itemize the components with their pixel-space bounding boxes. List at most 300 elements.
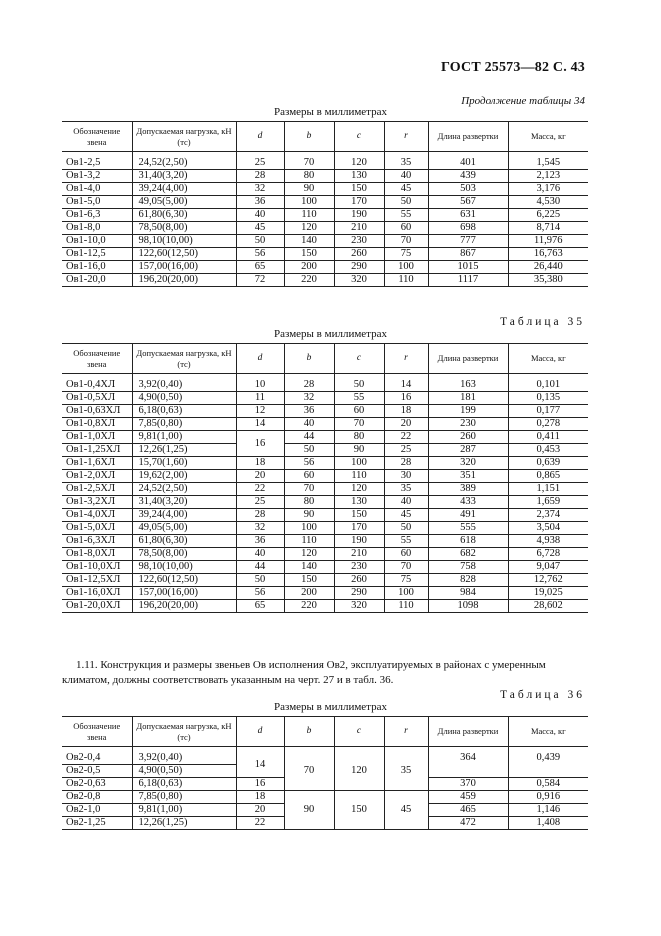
cell-load: 24,52(2,50): [132, 483, 236, 496]
cell-designation: Ов1-4,0: [62, 183, 132, 196]
cell-designation: Ов2-0,8: [62, 791, 132, 804]
col-d: d: [236, 122, 284, 152]
col-d: d: [236, 344, 284, 374]
table-row: [62, 444, 588, 457]
cell-load: 4,90(0,50): [132, 765, 236, 778]
cell-length: 389: [428, 483, 508, 496]
cell-r: 60: [384, 222, 428, 235]
cell-d: 25: [236, 496, 284, 509]
cell-b: 32: [284, 392, 334, 405]
cell-b: 120: [284, 548, 334, 561]
cell-designation: Ов2-0,4: [62, 747, 132, 765]
cell-load: 122,60(12,50): [132, 248, 236, 261]
table-row: [62, 574, 588, 587]
cell-load: 196,20(20,00): [132, 600, 236, 613]
cell-mass: 0,135: [508, 392, 588, 405]
cell-designation: Ов1-10,0: [62, 235, 132, 248]
cell-length: 472: [428, 817, 508, 830]
col-mass: Масса, кг: [508, 717, 588, 747]
cell-c: 50: [334, 374, 384, 392]
col-b: b: [284, 122, 334, 152]
cell-c: 130: [334, 170, 384, 183]
cell-c: 210: [334, 222, 384, 235]
cell-mass: 3,176: [508, 183, 588, 196]
cell-b: 150: [284, 248, 334, 261]
cell-load: 3,92(0,40): [132, 747, 236, 765]
cell-designation: Ов1-6,3: [62, 209, 132, 222]
table-row: [62, 261, 588, 274]
cell-designation: Ов1-16,0ХЛ: [62, 587, 132, 600]
table-row: [62, 587, 588, 600]
table35-units: Размеры в миллиметрах: [274, 328, 387, 340]
cell-mass: 1,146: [508, 804, 588, 817]
cell-load: 122,60(12,50): [132, 574, 236, 587]
cell-mass: 2,123: [508, 170, 588, 183]
cell-b: 70: [284, 483, 334, 496]
cell-load: 6,18(0,63): [132, 778, 236, 791]
col-c: c: [334, 717, 384, 747]
cell-designation: Ов1-1,0ХЛ: [62, 431, 132, 444]
paragraph-1-11: [62, 658, 588, 688]
cell-b: 120: [284, 222, 334, 235]
cell-d: 32: [236, 522, 284, 535]
cell-b: 70: [284, 152, 334, 170]
cell-designation: Ов1-2,5: [62, 152, 132, 170]
cell-r: 100: [384, 587, 428, 600]
cell-load: 9,81(1,00): [132, 804, 236, 817]
col-designation: Обозначение звена: [62, 344, 132, 374]
cell-load: 12,26(1,25): [132, 444, 236, 457]
cell-length: 758: [428, 561, 508, 574]
cell-length: 567: [428, 196, 508, 209]
cell-mass: 1,408: [508, 817, 588, 830]
table-row: [62, 561, 588, 574]
cell-b: 90: [284, 791, 334, 830]
table-row: [62, 418, 588, 431]
cell-c: 190: [334, 535, 384, 548]
cell-load: 6,18(0,63): [132, 405, 236, 418]
table-row: [62, 170, 588, 183]
cell-d: 10: [236, 374, 284, 392]
cell-b: 40: [284, 418, 334, 431]
cell-designation: Ов1-12,5: [62, 248, 132, 261]
cell-length: 503: [428, 183, 508, 196]
cell-mass: 0,439: [508, 747, 588, 778]
cell-load: 98,10(10,00): [132, 561, 236, 574]
table-34: [62, 121, 588, 287]
cell-c: 320: [334, 274, 384, 287]
cell-designation: Ов1-2,0ХЛ: [62, 470, 132, 483]
cell-c: 120: [334, 747, 384, 791]
cell-designation: Ов2-0,5: [62, 765, 132, 778]
cell-mass: 1,659: [508, 496, 588, 509]
cell-d: 14: [236, 418, 284, 431]
cell-designation: Ов2-0,63: [62, 778, 132, 791]
cell-b: 28: [284, 374, 334, 392]
cell-d: 44: [236, 561, 284, 574]
table-row: [62, 457, 588, 470]
table-row: [62, 274, 588, 287]
cell-mass: 6,225: [508, 209, 588, 222]
page-header: ГОСТ 25573—82 С. 43: [441, 60, 585, 75]
table34-units: Размеры в миллиметрах: [274, 106, 387, 118]
cell-designation: Ов1-12,5ХЛ: [62, 574, 132, 587]
cell-designation: Ов1-4,0ХЛ: [62, 509, 132, 522]
cell-load: 98,10(10,00): [132, 235, 236, 248]
cell-c: 230: [334, 235, 384, 248]
cell-r: 18: [384, 405, 428, 418]
col-b: b: [284, 717, 334, 747]
cell-mass: 4,530: [508, 196, 588, 209]
cell-b: 200: [284, 261, 334, 274]
cell-length: 777: [428, 235, 508, 248]
cell-r: 40: [384, 170, 428, 183]
cell-d: 36: [236, 196, 284, 209]
cell-length: 491: [428, 509, 508, 522]
table-row: [62, 509, 588, 522]
cell-designation: Ов1-10,0ХЛ: [62, 561, 132, 574]
cell-d: 50: [236, 574, 284, 587]
cell-r: 50: [384, 522, 428, 535]
col-mass: Масса, кг: [508, 344, 588, 374]
cell-length: 401: [428, 152, 508, 170]
cell-length: 351: [428, 470, 508, 483]
cell-load: 196,20(20,00): [132, 274, 236, 287]
cell-r: 30: [384, 470, 428, 483]
cell-mass: 0,177: [508, 405, 588, 418]
col-length: Длина развертки: [428, 122, 508, 152]
cell-c: 150: [334, 183, 384, 196]
cell-length: 984: [428, 587, 508, 600]
cell-b: 80: [284, 170, 334, 183]
cell-designation: Ов1-1,25ХЛ: [62, 444, 132, 457]
cell-length: 1015: [428, 261, 508, 274]
cell-length: 199: [428, 405, 508, 418]
cell-load: 157,00(16,00): [132, 261, 236, 274]
table-row: [62, 522, 588, 535]
paragraph-line-1: 1.11. Конструкция и размеры звеньев Ов исполнения Ов2, эксплуатируемых в районах с умеренным: [76, 659, 546, 671]
cell-c: 320: [334, 600, 384, 613]
cell-length: 631: [428, 209, 508, 222]
col-mass: Масса, кг: [508, 122, 588, 152]
cell-mass: 0,639: [508, 457, 588, 470]
col-load: Допускаемая нагрузка, кН (тс): [132, 344, 236, 374]
cell-r: 20: [384, 418, 428, 431]
cell-mass: 0,916: [508, 791, 588, 804]
cell-b: 36: [284, 405, 334, 418]
cell-d: 18: [236, 791, 284, 804]
cell-r: 60: [384, 548, 428, 561]
cell-mass: 11,976: [508, 235, 588, 248]
table-35: [62, 343, 588, 613]
cell-mass: 28,602: [508, 600, 588, 613]
cell-b: 100: [284, 522, 334, 535]
cell-load: 78,50(8,00): [132, 222, 236, 235]
cell-d: 16: [236, 431, 284, 457]
table-row: [62, 196, 588, 209]
cell-load: 19,62(2,00): [132, 470, 236, 483]
cell-length: 439: [428, 170, 508, 183]
cell-designation: Ов1-5,0: [62, 196, 132, 209]
cell-c: 60: [334, 405, 384, 418]
cell-d: 11: [236, 392, 284, 405]
cell-d: 36: [236, 535, 284, 548]
cell-d: 20: [236, 804, 284, 817]
cell-r: 55: [384, 209, 428, 222]
cell-r: 45: [384, 183, 428, 196]
cell-b: 50: [284, 444, 334, 457]
cell-load: 24,52(2,50): [132, 152, 236, 170]
cell-designation: Ов1-20,0ХЛ: [62, 600, 132, 613]
cell-designation: Ов1-0,4ХЛ: [62, 374, 132, 392]
cell-designation: Ов1-5,0ХЛ: [62, 522, 132, 535]
cell-mass: 0,101: [508, 374, 588, 392]
cell-r: 45: [384, 791, 428, 830]
cell-c: 120: [334, 152, 384, 170]
col-r: r: [384, 344, 428, 374]
cell-r: 22: [384, 431, 428, 444]
table36-units: Размеры в миллиметрах: [274, 701, 387, 713]
table-row: [62, 152, 588, 170]
cell-d: 65: [236, 600, 284, 613]
cell-d: 40: [236, 209, 284, 222]
table-row: [62, 374, 588, 392]
cell-b: 60: [284, 470, 334, 483]
cell-r: 50: [384, 196, 428, 209]
cell-load: 15,70(1,60): [132, 457, 236, 470]
cell-c: 70: [334, 418, 384, 431]
cell-d: 12: [236, 405, 284, 418]
cell-load: 3,92(0,40): [132, 374, 236, 392]
cell-d: 14: [236, 747, 284, 778]
cell-c: 55: [334, 392, 384, 405]
cell-load: 31,40(3,20): [132, 496, 236, 509]
cell-b: 70: [284, 747, 334, 791]
cell-r: 35: [384, 483, 428, 496]
cell-length: 1117: [428, 274, 508, 287]
cell-r: 35: [384, 747, 428, 791]
cell-designation: Ов1-0,8ХЛ: [62, 418, 132, 431]
col-r: r: [384, 717, 428, 747]
cell-length: 370: [428, 778, 508, 791]
table-row: [62, 183, 588, 196]
cell-length: 163: [428, 374, 508, 392]
cell-b: 110: [284, 535, 334, 548]
table-row: [62, 483, 588, 496]
cell-load: 7,85(0,80): [132, 791, 236, 804]
cell-designation: Ов1-3,2ХЛ: [62, 496, 132, 509]
cell-b: 150: [284, 574, 334, 587]
cell-load: 9,81(1,00): [132, 431, 236, 444]
cell-mass: 12,762: [508, 574, 588, 587]
cell-length: 459: [428, 791, 508, 804]
table-row: [62, 392, 588, 405]
cell-r: 110: [384, 600, 428, 613]
cell-length: 320: [428, 457, 508, 470]
cell-c: 120: [334, 483, 384, 496]
cell-d: 40: [236, 548, 284, 561]
cell-designation: Ов1-2,5ХЛ: [62, 483, 132, 496]
cell-c: 290: [334, 261, 384, 274]
cell-b: 140: [284, 235, 334, 248]
cell-mass: 1,545: [508, 152, 588, 170]
cell-load: 49,05(5,00): [132, 196, 236, 209]
cell-r: 75: [384, 248, 428, 261]
cell-mass: 19,025: [508, 587, 588, 600]
cell-length: 682: [428, 548, 508, 561]
cell-designation: Ов1-0,5ХЛ: [62, 392, 132, 405]
cell-length: 364: [428, 747, 508, 778]
cell-designation: Ов1-16,0: [62, 261, 132, 274]
cell-b: 90: [284, 183, 334, 196]
cell-designation: Ов2-1,25: [62, 817, 132, 830]
cell-c: 290: [334, 587, 384, 600]
cell-load: 4,90(0,50): [132, 392, 236, 405]
cell-load: 12,26(1,25): [132, 817, 236, 830]
table35-label: Таблица 35: [500, 316, 585, 328]
cell-b: 100: [284, 196, 334, 209]
cell-mass: 0,411: [508, 431, 588, 444]
cell-load: 61,80(6,30): [132, 209, 236, 222]
cell-load: 7,85(0,80): [132, 418, 236, 431]
cell-r: 55: [384, 535, 428, 548]
cell-length: 867: [428, 248, 508, 261]
col-load: Допускаемая нагрузка, кН (тс): [132, 717, 236, 747]
cell-load: 39,24(4,00): [132, 183, 236, 196]
cell-c: 210: [334, 548, 384, 561]
cell-d: 28: [236, 170, 284, 183]
table-36: [62, 716, 588, 830]
table-row: [62, 248, 588, 261]
cell-b: 80: [284, 496, 334, 509]
cell-c: 130: [334, 496, 384, 509]
cell-r: 35: [384, 152, 428, 170]
cell-designation: Ов1-0,63ХЛ: [62, 405, 132, 418]
cell-mass: 9,047: [508, 561, 588, 574]
cell-designation: Ов1-8,0ХЛ: [62, 548, 132, 561]
table-row: [62, 405, 588, 418]
cell-mass: 35,380: [508, 274, 588, 287]
cell-mass: 2,374: [508, 509, 588, 522]
cell-r: 28: [384, 457, 428, 470]
cell-r: 70: [384, 561, 428, 574]
cell-d: 16: [236, 778, 284, 791]
cell-load: 61,80(6,30): [132, 535, 236, 548]
cell-mass: 0,584: [508, 778, 588, 791]
table-row: [62, 747, 588, 765]
cell-length: 828: [428, 574, 508, 587]
cell-d: 56: [236, 587, 284, 600]
col-r: r: [384, 122, 428, 152]
cell-load: 31,40(3,20): [132, 170, 236, 183]
cell-mass: 4,938: [508, 535, 588, 548]
cell-d: 28: [236, 509, 284, 522]
cell-b: 90: [284, 509, 334, 522]
cell-b: 200: [284, 587, 334, 600]
cell-b: 140: [284, 561, 334, 574]
cell-d: 25: [236, 152, 284, 170]
cell-c: 260: [334, 574, 384, 587]
cell-d: 18: [236, 457, 284, 470]
col-length: Длина развертки: [428, 717, 508, 747]
cell-designation: Ов1-6,3ХЛ: [62, 535, 132, 548]
cell-c: 170: [334, 196, 384, 209]
cell-designation: Ов1-8,0: [62, 222, 132, 235]
cell-b: 44: [284, 431, 334, 444]
cell-load: 39,24(4,00): [132, 509, 236, 522]
cell-load: 49,05(5,00): [132, 522, 236, 535]
table-row: [62, 600, 588, 613]
cell-r: 110: [384, 274, 428, 287]
table-row: [62, 431, 588, 444]
cell-length: 698: [428, 222, 508, 235]
cell-d: 20: [236, 470, 284, 483]
cell-length: 260: [428, 431, 508, 444]
cell-r: 75: [384, 574, 428, 587]
cell-mass: 8,714: [508, 222, 588, 235]
cell-length: 433: [428, 496, 508, 509]
cell-load: 157,00(16,00): [132, 587, 236, 600]
cell-length: 230: [428, 418, 508, 431]
cell-length: 555: [428, 522, 508, 535]
cell-designation: Ов1-3,2: [62, 170, 132, 183]
cell-mass: 0,278: [508, 418, 588, 431]
col-b: b: [284, 344, 334, 374]
cell-mass: 26,440: [508, 261, 588, 274]
cell-mass: 6,728: [508, 548, 588, 561]
cell-b: 220: [284, 274, 334, 287]
col-d: d: [236, 717, 284, 747]
cell-d: 45: [236, 222, 284, 235]
cell-b: 56: [284, 457, 334, 470]
cell-mass: 0,453: [508, 444, 588, 457]
cell-c: 190: [334, 209, 384, 222]
table-row: [62, 222, 588, 235]
col-length: Длина развертки: [428, 344, 508, 374]
cell-d: 32: [236, 183, 284, 196]
cell-c: 90: [334, 444, 384, 457]
cell-r: 70: [384, 235, 428, 248]
cell-designation: Ов1-1,6ХЛ: [62, 457, 132, 470]
cell-c: 80: [334, 431, 384, 444]
cell-designation: Ов1-20,0: [62, 274, 132, 287]
col-designation: Обозначение звена: [62, 717, 132, 747]
cell-mass: 3,504: [508, 522, 588, 535]
cell-length: 618: [428, 535, 508, 548]
cell-d: 56: [236, 248, 284, 261]
cell-d: 65: [236, 261, 284, 274]
cell-length: 1098: [428, 600, 508, 613]
cell-length: 465: [428, 804, 508, 817]
cell-b: 220: [284, 600, 334, 613]
cell-c: 260: [334, 248, 384, 261]
table-continuation-label: Продолжение таблицы 34: [461, 95, 585, 107]
table-row: [62, 209, 588, 222]
table-row: [62, 496, 588, 509]
cell-d: 22: [236, 817, 284, 830]
cell-c: 150: [334, 791, 384, 830]
cell-r: 45: [384, 509, 428, 522]
cell-r: 25: [384, 444, 428, 457]
cell-r: 40: [384, 496, 428, 509]
col-load: Допускаемая нагрузка, кН (тс): [132, 122, 236, 152]
table-row: [62, 470, 588, 483]
cell-c: 110: [334, 470, 384, 483]
cell-r: 14: [384, 374, 428, 392]
cell-c: 100: [334, 457, 384, 470]
cell-mass: 1,151: [508, 483, 588, 496]
cell-length: 181: [428, 392, 508, 405]
